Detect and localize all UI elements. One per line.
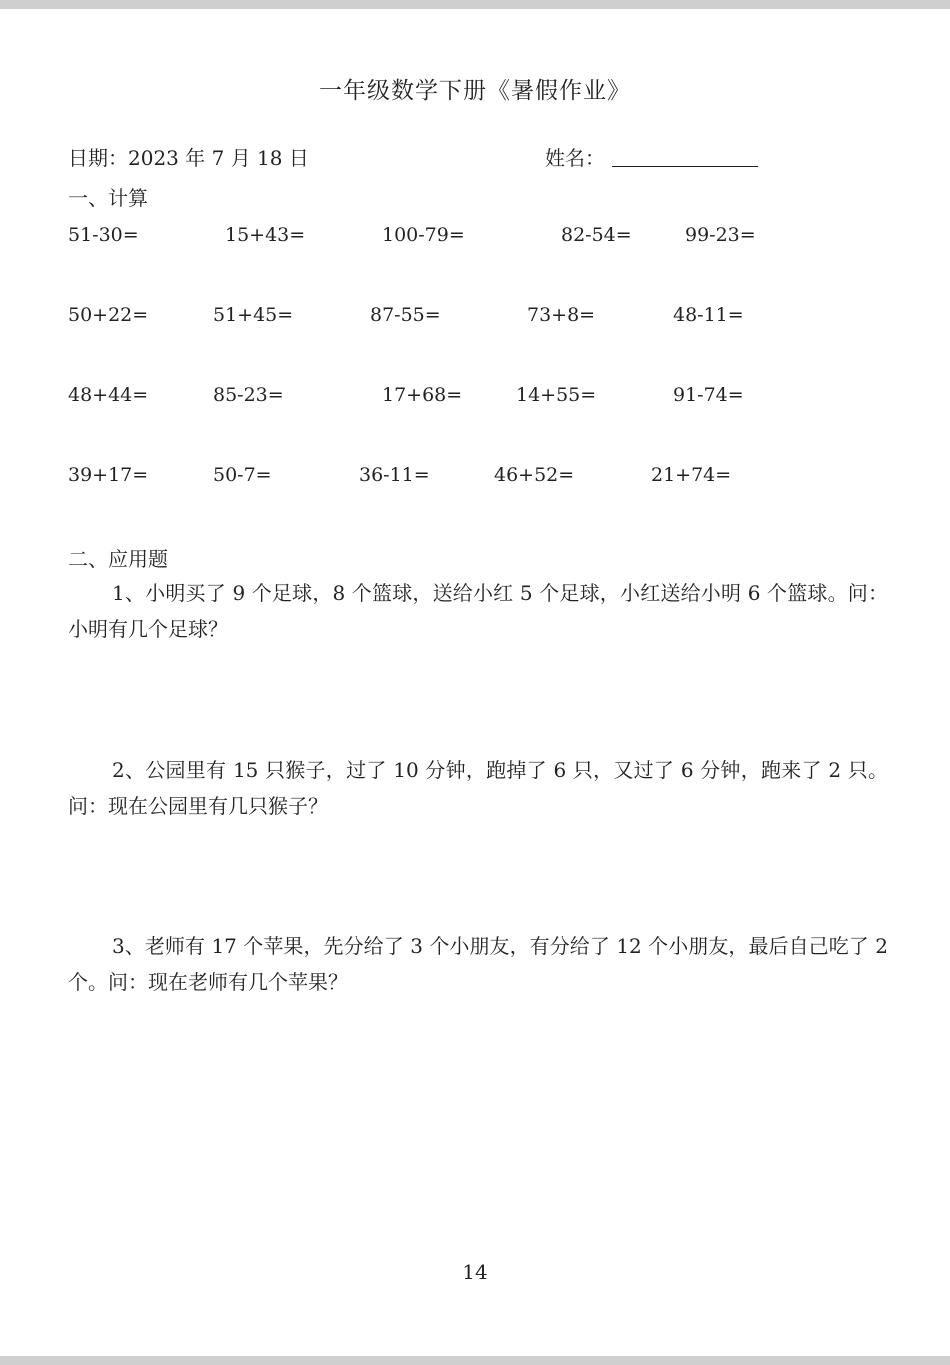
calc-expression: 51-30= [68, 224, 139, 246]
section-word-problems-title: 二、应用题 [68, 547, 168, 571]
word-problem-2: 2、公园里有 15 只猴子，过了 10 分钟，跑掉了 6 只，又过了 6 分钟，跑来了 2 只。问：现在公园里有几只猴子？ [68, 758, 888, 818]
calc-expression: 15+43= [225, 224, 306, 246]
name-blank-line [612, 166, 758, 167]
word-problem-3: 3、老师有 17 个苹果，先分给了 3 个小朋友，有分给了 12 个小朋友，最后自己吃了 2 个。问：现在老师有几个苹果？ [68, 934, 888, 994]
calc-expression: 100-79= [382, 224, 465, 246]
calc-expression: 36-11= [359, 464, 430, 486]
calc-expression: 48+44= [68, 384, 149, 406]
calc-expression: 82-54= [561, 224, 632, 246]
calc-expression: 99-23= [685, 224, 756, 246]
calc-expression: 50+22= [68, 304, 149, 326]
page-top-edge [0, 0, 950, 9]
page-number: 14 [462, 1260, 488, 1284]
calc-expression: 39+17= [68, 464, 149, 486]
page-title: 一年级数学下册《暑假作业》 [319, 78, 631, 104]
page-bottom-edge [0, 1356, 950, 1365]
calc-expression: 87-55= [370, 304, 441, 326]
calc-expression: 48-11= [673, 304, 744, 326]
word-problem-1: 1、小明买了 9 个足球，8 个篮球，送给小红 5 个足球，小红送给小明 6 个篮球。问：小明有几个足球？ [68, 581, 888, 641]
calc-expression: 91-74= [673, 384, 744, 406]
calc-expression: 14+55= [516, 384, 597, 406]
section-calculation-title: 一、计算 [68, 186, 148, 210]
calc-expression: 85-23= [213, 384, 284, 406]
calc-expression: 50-7= [213, 464, 272, 486]
calc-expression: 17+68= [382, 384, 463, 406]
name-label: 姓名： [545, 146, 605, 170]
calc-expression: 73+8= [527, 304, 596, 326]
date-field: 日期：2023 年 7 月 18 日 [68, 146, 309, 170]
calc-expression: 51+45= [213, 304, 294, 326]
calc-expression: 46+52= [494, 464, 575, 486]
calc-expression: 21+74= [651, 464, 732, 486]
